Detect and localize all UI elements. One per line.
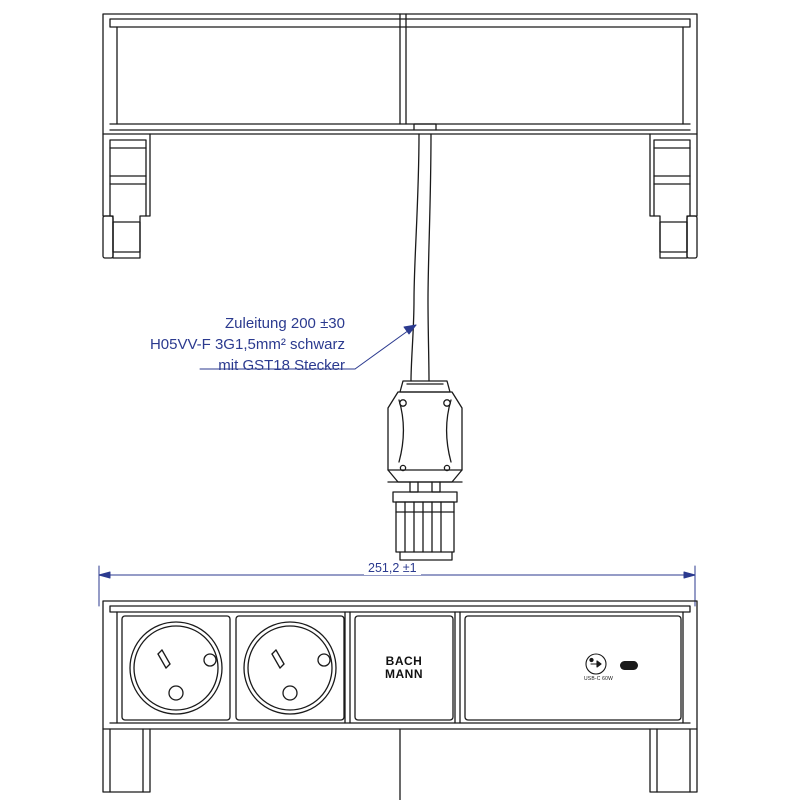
cable-annotation-line3: mit GST18 Stecker xyxy=(218,357,345,374)
cable xyxy=(411,124,436,381)
socket-left xyxy=(130,622,222,714)
cable-annotation-line1: Zuleitung 200 ±30 xyxy=(225,315,345,332)
width-dimension-label: 251,2 ±1 xyxy=(364,561,421,575)
gst18-connector xyxy=(388,381,462,560)
usb-c-label: USB-C 60W xyxy=(584,676,614,682)
brand-logo xyxy=(379,655,429,681)
brand-line-1: BACH xyxy=(385,654,423,668)
top-view-right-bracket xyxy=(650,134,697,258)
cable-annotation-line2: H05VV-F 3G1,5mm² schwarz xyxy=(149,336,345,353)
front-view xyxy=(103,601,697,800)
top-view-left-bracket xyxy=(103,134,150,258)
socket-right xyxy=(244,622,336,714)
cable-annotation xyxy=(60,313,345,376)
usb-c-port-icon xyxy=(620,661,638,670)
usb-icon xyxy=(586,654,606,674)
top-view-body xyxy=(103,14,697,134)
brand-line-2: MANN xyxy=(385,667,423,681)
